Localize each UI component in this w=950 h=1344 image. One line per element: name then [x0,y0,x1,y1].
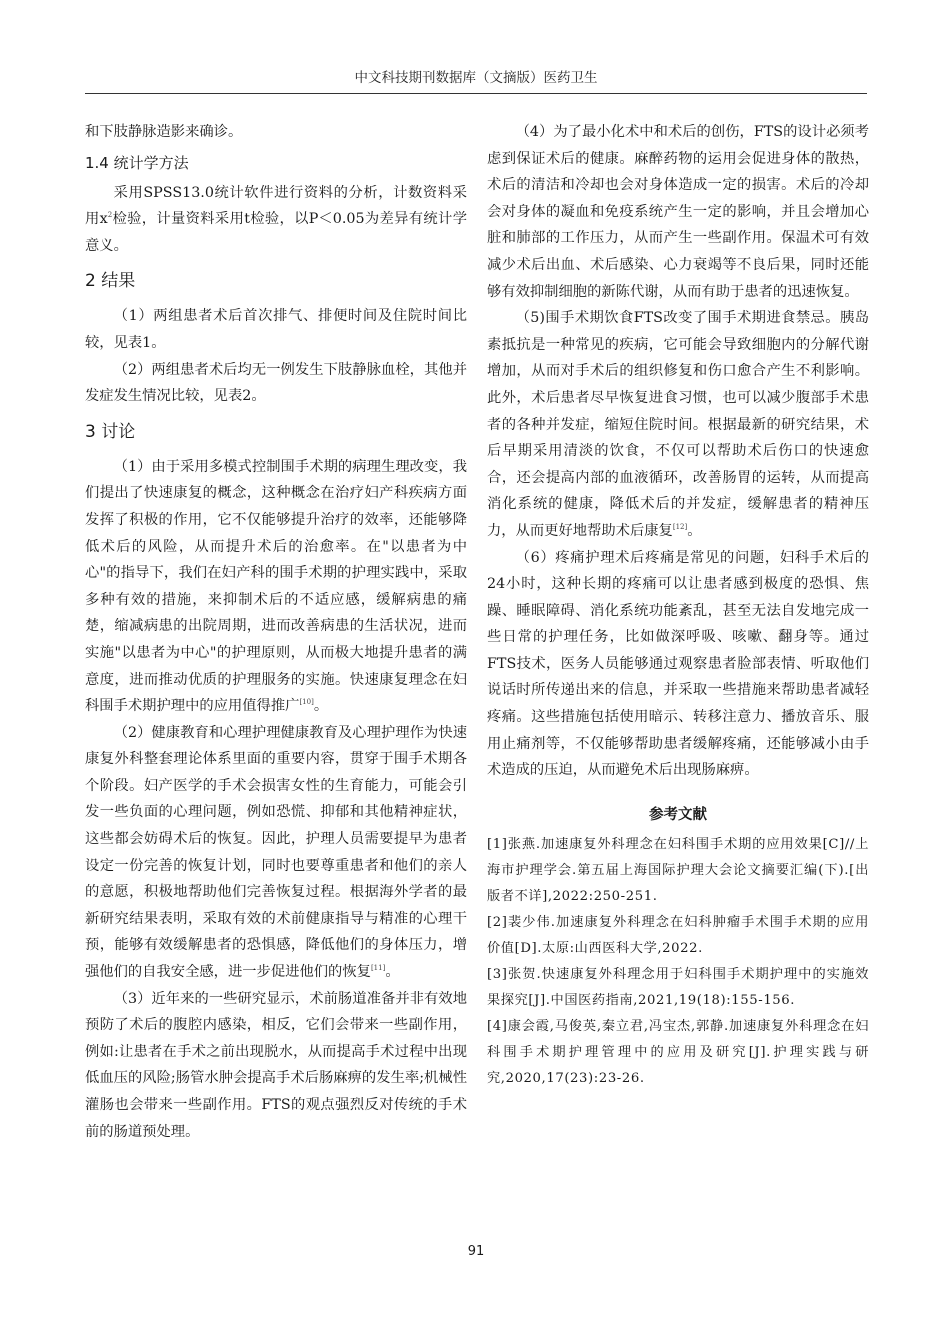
discussion-5-text: （5)围手术期饮食FTS改变了围手术期进食禁忌。胰岛素抵抗是一种常见的疾病，它可能会导致细胞内的分解代谢增加，从而对手术后的组织修复和伤口愈合产生不利影响。此外，术后患者尽早恢复进食习惯，也可以减少腹部手术患者的各种并发症，缩短住院时间。根据最新的研究结果，术后早期采用清淡的饮食，不仅可以帮助术后伤口的快速愈合，还会提高内部的血液循环，改善肠胃的运转，从而提高消化系统的健康，降低术后的并发症，缓解患者的精神压力，从而更好地帮助术后康复 [487,310,869,539]
citation-12: [12] [672,522,688,531]
statistics-paragraph [85,180,467,260]
statistics-text-b: 检验，计量资料采用t检验，以P＜0.05为差异有统计学意义。 [85,211,467,254]
results-paragraph-1: （1）两组患者术后首次排气、排便时间及住院时间比较，见表1。 [85,308,467,351]
discussion-paragraph-6: （6）疼痛护理术后疼痛是常见的问题，妇科手术后的24小时，这种长期的疼痛可以让患者感到极度的恐惧、焦躁、睡眠障碍、消化系统功能紊乱，甚至无法自发地完成一些日常的护理任务，比如做深呼吸、咳嗽、翻身等。通过FTS技术，医务人员能够通过观察患者脸部表情、听取他们说话时所传递出来的信息，并采取一些措施来帮助患者减轻疼痛。这些措施包括使用暗示、转移注意力、播放音乐、服用止痛剂等，不仅能够帮助患者缓解疼痛，还能够减小由手术造成的压迫，从而避免术后出现肠麻痹。 [487,549,869,779]
section-heading-discussion: 3 讨论 [85,421,136,442]
references-heading: 参考文献 [649,806,707,823]
reference-item: [1]张燕.加速康复外科理念在妇科围手术期的应用效果[C]//上海市护理学会.第五届上海国际护理大会论文摘要汇编(下).[出版者不详],2022:250-251. [487,836,869,904]
discussion-2-end: 。 [385,964,400,981]
continued-paragraph: 和下肢静脉造影来确诊。 [85,124,243,140]
page-number: 91 [467,1244,485,1259]
left-column [85,119,467,1145]
discussion-paragraph-4: （4）为了最小化术中和术后的创伤，FTS的设计必须考虑到保证术后的健康。麻醉药物的运用会促进身体的散热，术后的清洁和冷却也会对身体造成一定的损害。术后的冷却会对身体的凝血和免疫系统产生一定的影响，并且会增加心脏和肺部的工作压力，从而产生一些副作用。保温术可有效减少术后出血、术后感染、心力衰竭等不良后果，同时还能够有效抑制细胞的新陈代谢，从而有助于患者的迅速恢复。 [487,124,869,300]
right-column [487,119,869,1092]
reference-item: [4]康会霞,马俊英,秦立君,冯宝杰,郭静.加速康复外科理念在妇科围手术期护理管理中的应用及研究[J].护理实践与研究,2020,17(23):23-26. [487,1018,869,1086]
section-heading-statistics: 1.4 统计学方法 [85,153,189,172]
reference-item: [3]张贺.快速康复外科理念用于妇科围手术期护理中的实施效果探究[J].中国医药指南,2021,19(18):155-156. [487,966,869,1008]
discussion-paragraph-1 [85,454,467,720]
chi-square-superscript: 2 [107,211,113,220]
citation-11: [11] [370,964,386,973]
reference-item: [2]裴少伟.加速康复外科理念在妇科肿瘤手术围手术期的应用价值[D].太原:山西医科大学,2022. [487,914,869,956]
discussion-paragraph-5 [487,305,869,544]
discussion-1-text: （1）由于采用多模式控制围手术期的病理生理改变，我们提出了快速康复的概念，这种概念在治疗妇产科疾病方面发挥了积极的作用，它不仅能够提升治疗的效率，还能够降低术后的风险，从而提升术后的治愈率。在"以患者为中心"的指导下，我们在妇产科的围手术期的护理实践中，采取多种有效的措施，来抑制术后的不适应感，缓解病患的痛楚，缩减病患的出院周期，进而改善病患的生活状况，进而实施"以患者为中心"的护理原则，从而极大地提升患者的满意度，进而推动优质的护理服务的实施。快速康复理念在妇科围手术期护理中的应用值得推广 [85,458,467,715]
discussion-1-end: 。 [313,698,329,715]
statistics-text-a: 采用SPSS13.0统计软件进行资料的分析，计数资料采用x [85,184,467,228]
discussion-paragraph-3: （3）近年来的一些研究显示，术前肠道准备并非有效地预防了术后的腹腔内感染，相反，它们会带来一些副作用，例如:让患者在手术之前出现脱水，从而提高手术过程中出现低血压的风险;肠管水肿会提高手术后肠麻痹的发生率;机械性灌肠也会带来一些副作用。FTS的观点强烈反对传统的手术前的肠道预处理。 [85,990,467,1140]
discussion-paragraph-2 [85,720,467,986]
discussion-5-end: 。 [687,522,702,539]
discussion-2-text: （2）健康教育和心理护理健康教育及心理护理作为快速康复外科整套理论体系里面的重要内容，贯穿于围手术期各个阶段。妇产医学的手术会损害女性的生育能力，可能会引发一些负面的心理问题，例如恐慌、抑郁和其他精神症状，这些都会妨碍术后的恢复。因此，护理人员需要提早为患者设定一份完善的恢复计划，同时也要尊重患者和他们的亲人的意愿，积极地帮助他们完善恢复过程。根据海外学者的最新研究结果表明，采取有效的术前健康指导与精准的心理干预，能够有效缓解患者的恐惧感，降低他们的身体压力，增强他们的自我安全感，进一步促进他们的恢复 [85,724,467,981]
header-divider [85,93,867,94]
citation-10: [10] [299,698,314,707]
journal-header: 中文科技期刊数据库（文摘版）医药卫生 [354,70,598,86]
results-paragraph-2: （2）两组患者术后均无一例发生下肢静脉血栓，其他并发症发生情况比较，见表2。 [85,361,467,405]
section-heading-results: 2 结果 [85,271,136,292]
